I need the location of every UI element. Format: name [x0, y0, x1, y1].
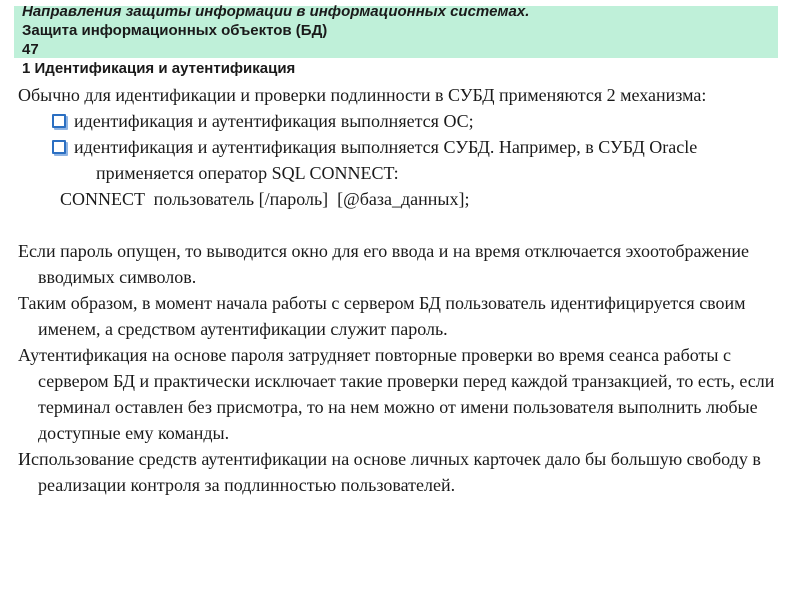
body-paragraph: Аутентификация на основе пароля затрудняет повторные проверки во время сеанса работы с сервером БД и практически исключает такие проверки перед каждой транзакцией, то есть, если терминал оставлен без присмотра, то на нем можно от имени пользователя выполнить любые доступные ему команды.: [18, 345, 775, 443]
bullet-text: идентификация и аутентификация выполняется ОС;: [74, 111, 474, 131]
header-title: Направления защиты информации в информационных системах.: [22, 3, 530, 20]
square-bullet-icon: [52, 114, 66, 128]
spacer: [18, 212, 778, 238]
page-number: 47: [22, 41, 39, 58]
body-paragraph: Использование средств аутентификации на основе личных карточек дало бы большую свободу в реализации контроля за подлинностью пользователей.: [18, 449, 761, 495]
slide-body: [18, 82, 778, 498]
square-bullet-icon: [52, 140, 66, 154]
bullet-text: идентификация и аутентификация выполняется СУБД. Например, в СУБД Oracle применяется оператор SQL CONNECT:: [74, 137, 698, 183]
slide-header: [22, 2, 782, 59]
header-subtitle: Защита информационных объектов (БД): [22, 22, 328, 39]
sql-syntax-line: CONNECT пользователь [/пароль] [@база_данных];: [60, 189, 470, 209]
intro-paragraph: Обычно для идентификации и проверки подлинности в СУБД применяются 2 механизма:: [18, 85, 707, 105]
body-paragraph: Если пароль опущен, то выводится окно для его ввода и на время отключается эхоотображение вводимых символов.: [18, 241, 749, 287]
section-heading: 1 Идентификация и аутентификация: [22, 60, 296, 77]
bullet-item: [18, 134, 778, 186]
bullet-item: [18, 108, 778, 134]
body-paragraph: Таким образом, в момент начала работы с сервером БД пользователь идентифицируется своим именем, а средством аутентификации служит пароль.: [18, 293, 746, 339]
